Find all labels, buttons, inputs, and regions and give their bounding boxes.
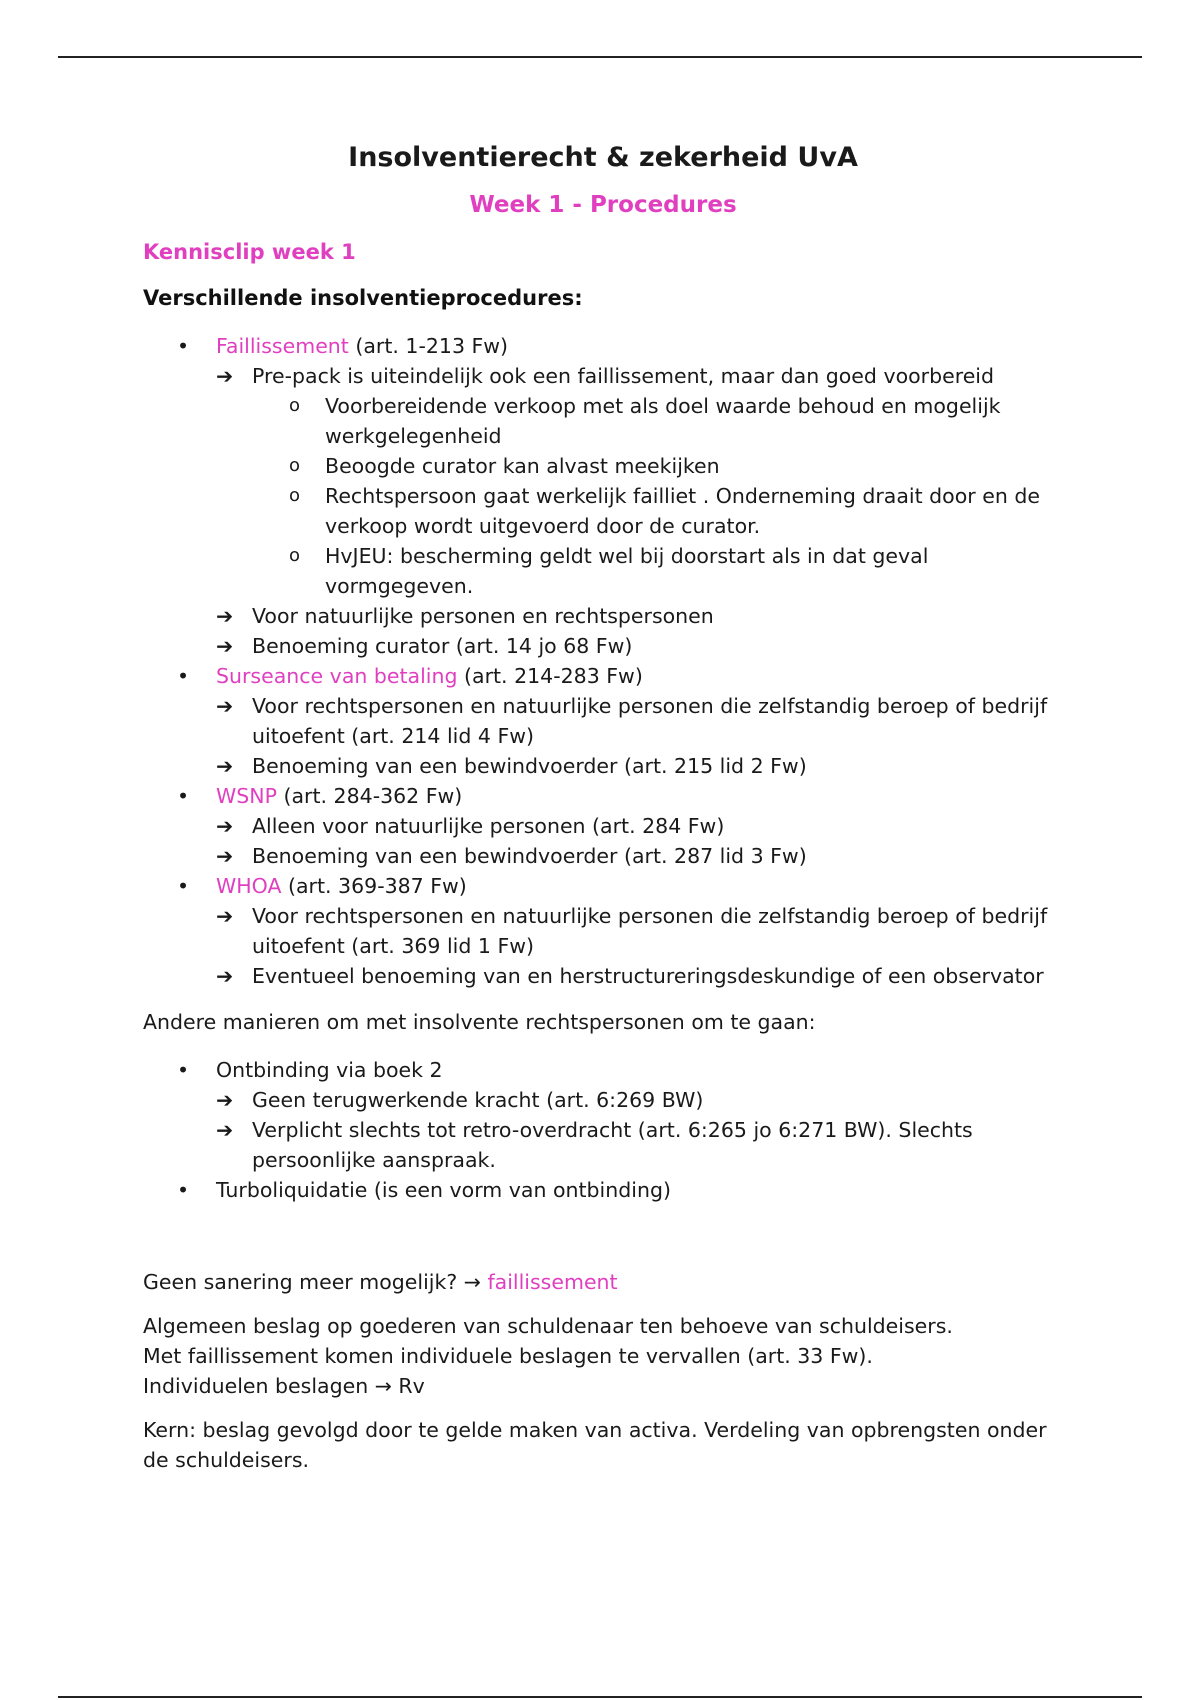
procedure-item [143, 661, 1063, 781]
circle-bullet-icon: o [289, 395, 301, 416]
sub-text: Beoogde curator kan alvast meekijken [325, 454, 720, 478]
sub-text: Voorbereidende verkoop met als doel waarde behoud en mogelijk werkgelegenheid [325, 394, 1001, 448]
arrow-item [216, 811, 1063, 841]
other-list [143, 1055, 1063, 1205]
arrow-list [216, 1085, 1063, 1175]
arrow-item [216, 601, 1063, 631]
arrow-list [216, 901, 1063, 991]
procedure-name: WSNP [216, 784, 277, 808]
paragraph-line: Individuelen beslagen → Rv [143, 1374, 425, 1398]
bullet-icon: • [177, 334, 190, 358]
arrow-text: Pre-pack is uiteindelijk ook een faillissement, maar dan goed voorbereid [252, 364, 995, 388]
arrow-text: Verplicht slechts tot retro-overdracht (art. 6:265 jo 6:271 BW). Slechts persoonlijke aanspraak. [252, 1118, 973, 1172]
other-item [143, 1055, 1063, 1175]
arrow-list [216, 361, 1063, 661]
arrow-right-icon: ➔ [216, 844, 234, 868]
procedure-name: Faillissement [216, 334, 349, 358]
beslag-paragraph [143, 1311, 1063, 1401]
circle-bullet-icon: o [289, 485, 301, 506]
arrow-text: Geen terugwerkende kracht (art. 6:269 BW) [252, 1088, 704, 1112]
arrow-right-icon: ➔ [216, 1118, 234, 1142]
week-subtitle: Week 1 - Procedures [469, 192, 737, 218]
sub-item [216, 481, 1063, 541]
arrow-item [216, 751, 1063, 781]
procedure-name: WHOA [216, 874, 282, 898]
bullet-icon: • [177, 1178, 190, 1202]
top-rule [58, 56, 1142, 58]
arrow-text: Voor natuurlijke personen en rechtspersonen [252, 604, 714, 628]
arrow-text: Voor rechtspersonen en natuurlijke personen die zelfstandig beroep of bedrijf uitoefent (art. 369 lid 1 Fw) [252, 904, 1048, 958]
arrow-right-icon: ➔ [216, 604, 234, 628]
arrow-right-icon: ➔ [216, 754, 234, 778]
bullet-icon: • [177, 664, 190, 688]
arrow-item [216, 1115, 1063, 1175]
procedure-ref: (art. 284-362 Fw) [276, 784, 463, 808]
other-item-text: Turboliquidatie (is een vorm van ontbinding) [216, 1178, 671, 1202]
procedure-ref: (art. 214-283 Fw) [457, 664, 643, 688]
arrow-right-icon: ➔ [216, 364, 234, 388]
other-item [143, 1175, 1063, 1205]
question-line [143, 1267, 1063, 1297]
arrow-text: Benoeming curator (art. 14 jo 68 Fw) [252, 634, 633, 658]
arrow-text: Alleen voor natuurlijke personen (art. 284 Fw) [252, 814, 725, 838]
document-body [143, 138, 1063, 1475]
arrow-text: Voor rechtspersonen en natuurlijke personen die zelfstandig beroep of bedrijf uitoefent (art. 214 lid 4 Fw) [252, 694, 1048, 748]
arrow-right-icon: ➔ [216, 964, 234, 988]
arrow-text: Eventueel benoeming van en herstructureringsdeskundige of een observator [252, 964, 1044, 988]
procedure-item [143, 331, 1063, 661]
procedure-name: Surseance van betaling [216, 664, 458, 688]
circle-bullet-icon: o [289, 455, 301, 476]
question-text: Geen sanering meer mogelijk? → [143, 1270, 488, 1294]
sub-text: HvJEU: bescherming geldt wel bij doorstart als in dat geval vormgegeven. [325, 544, 929, 598]
bullet-icon: • [177, 784, 190, 808]
bullet-icon: • [177, 874, 190, 898]
procedure-item [143, 781, 1063, 871]
arrow-text: Benoeming van een bewindvoerder (art. 287 lid 3 Fw) [252, 844, 807, 868]
arrow-right-icon: ➔ [216, 1088, 234, 1112]
arrow-item [216, 961, 1063, 991]
arrow-text: Benoeming van een bewindvoerder (art. 215 lid 2 Fw) [252, 754, 807, 778]
arrow-right-icon: ➔ [216, 634, 234, 658]
sub-item [216, 391, 1063, 451]
other-item-text: Ontbinding via boek 2 [216, 1058, 443, 1082]
procedures-heading: Verschillende insolventieprocedures: [143, 286, 583, 310]
arrow-list [216, 811, 1063, 871]
arrow-right-icon: ➔ [216, 904, 234, 928]
sub-item [216, 541, 1063, 601]
other-intro: Andere manieren om met insolvente rechtspersonen om te gaan: [143, 1010, 816, 1034]
procedure-item [143, 871, 1063, 991]
sub-text: Rechtspersoon gaat werkelijk failliet . Onderneming draait door en de verkoop wordt uitgevoerd door de curator. [325, 484, 1040, 538]
document-title: Insolventierecht & zekerheid UvA [348, 142, 858, 173]
arrow-right-icon: ➔ [216, 694, 234, 718]
procedure-ref: (art. 1-213 Fw) [348, 334, 509, 358]
kern-paragraph: Kern: beslag gevolgd door te gelde maken van activa. Verdeling van opbrengsten onder de schuldeisers. [143, 1418, 1047, 1472]
arrow-list [216, 691, 1063, 781]
faillissement-link: faillissement [487, 1270, 618, 1294]
arrow-item [216, 841, 1063, 871]
bottom-rule [58, 1696, 1142, 1698]
paragraph-line: Algemeen beslag op goederen van schuldenaar ten behoeve van schuldeisers. [143, 1314, 953, 1338]
sub-item [216, 451, 1063, 481]
paragraph-line: Met faillissement komen individuele beslagen te vervallen (art. 33 Fw). [143, 1344, 873, 1368]
bullet-icon: • [177, 1058, 190, 1082]
arrow-item [216, 1085, 1063, 1115]
arrow-item [216, 691, 1063, 751]
circle-bullet-icon: o [289, 545, 301, 566]
arrow-item [216, 361, 1063, 601]
arrow-right-icon: ➔ [216, 814, 234, 838]
arrow-item [216, 901, 1063, 961]
section-heading: Kennisclip week 1 [143, 240, 356, 264]
sub-list [252, 391, 1063, 601]
arrow-item [216, 631, 1063, 661]
procedures-list [143, 331, 1063, 991]
procedure-ref: (art. 369-387 Fw) [281, 874, 467, 898]
